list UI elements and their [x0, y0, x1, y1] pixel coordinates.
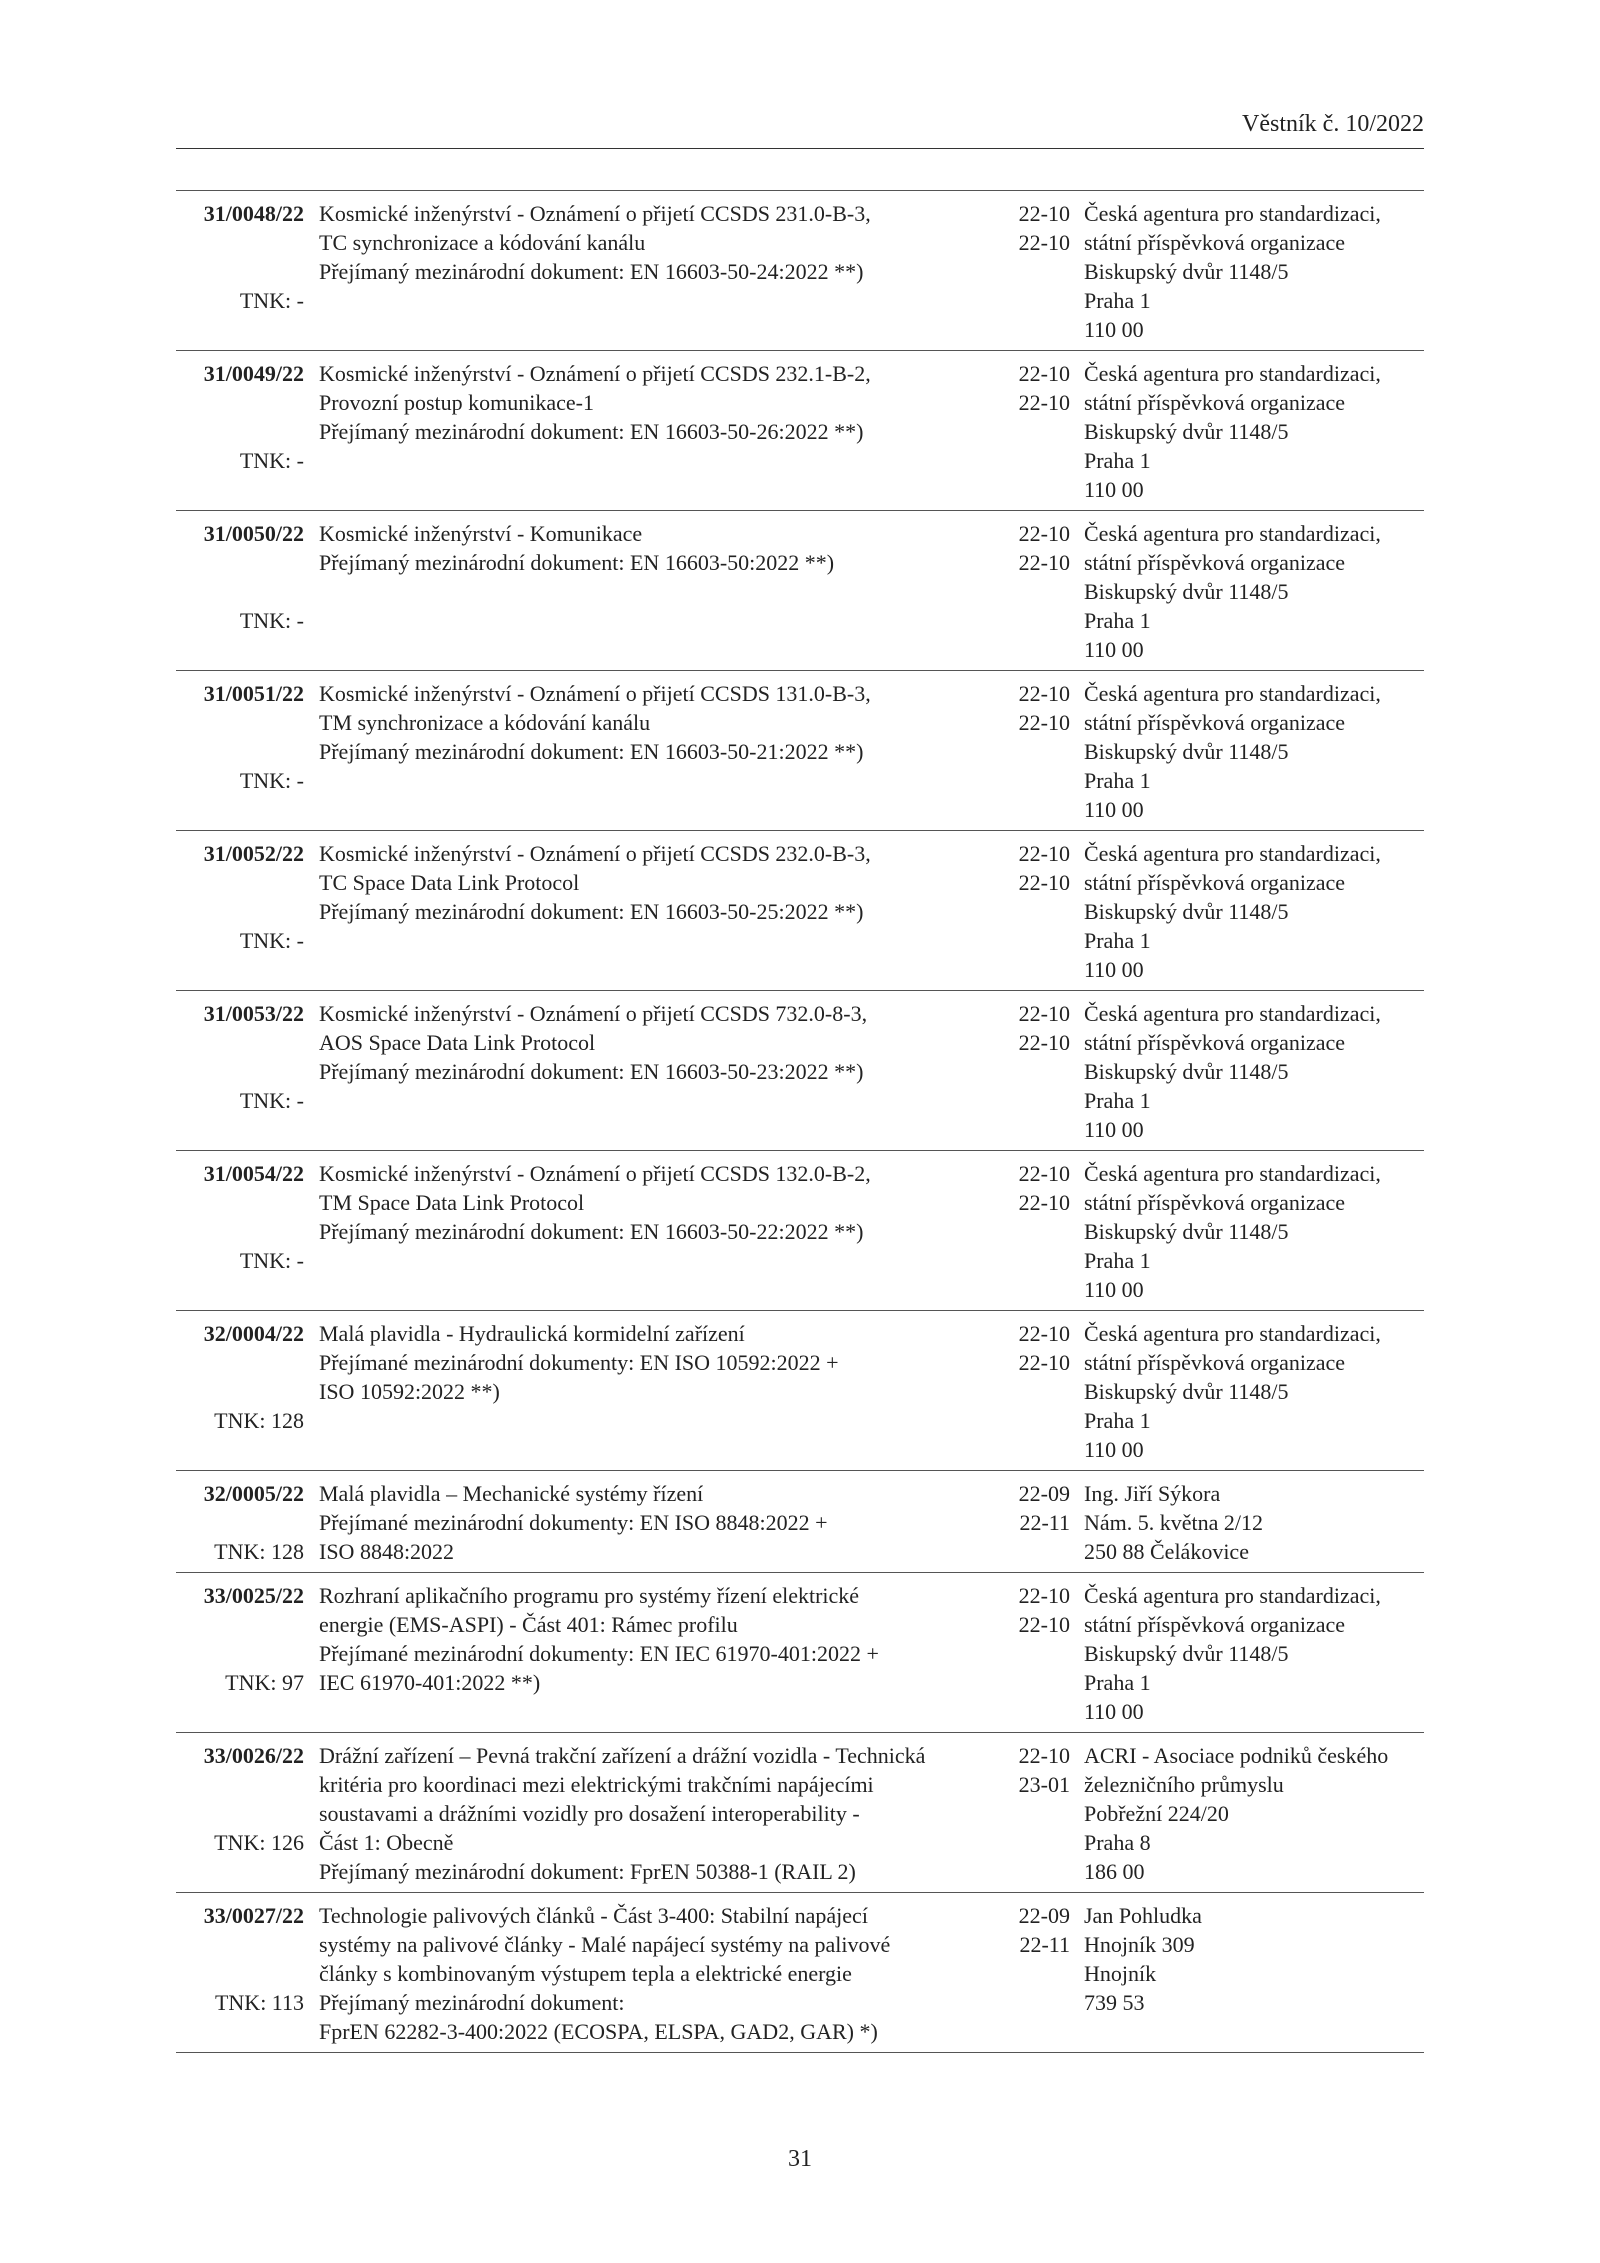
standard-title-cell — [319, 1319, 985, 1406]
title-line: Přejímaný mezinárodní dokument: EN 16603-50-26:2022 **) — [319, 419, 864, 444]
address-line: Praha 1 — [1084, 1408, 1151, 1433]
table-row — [176, 1733, 1424, 1893]
tnk-label: TNK: - — [239, 448, 304, 473]
title-line: Malá plavidla - Hydraulická kormidelní zařízení — [319, 1321, 745, 1346]
page-header — [176, 108, 1424, 149]
title-line: ISO 8848:2022 — [319, 1539, 455, 1564]
address-line: Česká agentura pro standardizaci, — [1084, 1161, 1381, 1186]
date-value: 22-10 — [1018, 230, 1070, 255]
address-line: Česká agentura pro standardizaci, — [1084, 1583, 1381, 1608]
date-value: 22-10 — [1018, 841, 1070, 866]
standard-title-cell — [319, 1581, 985, 1697]
table-row — [176, 191, 1424, 351]
address-line: 110 00 — [1084, 477, 1144, 502]
date-value: 22-10 — [1018, 1583, 1070, 1608]
tnk-label: TNK: 97 — [225, 1670, 304, 1695]
standard-code: 32/0005/22 — [203, 1481, 304, 1506]
table-row — [176, 1311, 1424, 1471]
title-line: Přejímaný mezinárodní dokument: FprEN 50388-1 (RAIL 2) — [319, 1859, 856, 1884]
dates-cell — [985, 199, 1070, 257]
table-row — [176, 351, 1424, 511]
standard-title-cell — [319, 839, 985, 926]
tnk-label: TNK: 128 — [214, 1539, 304, 1564]
standard-code: 31/0054/22 — [203, 1161, 304, 1186]
address-line: Praha 1 — [1084, 1248, 1151, 1273]
title-line: Část 1: Obecně — [319, 1830, 454, 1855]
date-value: 22-10 — [1018, 1350, 1070, 1375]
address-line: 110 00 — [1084, 637, 1144, 662]
address-line: státní příspěvková organizace — [1084, 550, 1346, 575]
title-line: Malá plavidla – Mechanické systémy řízení — [319, 1481, 704, 1506]
date-value: 22-09 — [1018, 1903, 1070, 1928]
address-line: Praha 1 — [1084, 448, 1151, 473]
address-line: Česká agentura pro standardizaci, — [1084, 361, 1381, 386]
title-line: Přejímaný mezinárodní dokument: — [319, 1990, 625, 2015]
address-line: 110 00 — [1084, 797, 1144, 822]
dates-cell — [985, 519, 1070, 577]
address-line: Biskupský dvůr 1148/5 — [1084, 1641, 1289, 1666]
address-line: Biskupský dvůr 1148/5 — [1084, 1379, 1289, 1404]
dates-cell — [985, 839, 1070, 897]
tnk-label: TNK: - — [239, 288, 304, 313]
standard-code: 33/0026/22 — [203, 1743, 304, 1768]
row-id-cell — [176, 1159, 304, 1304]
address-line: Praha 1 — [1084, 928, 1151, 953]
date-value: 22-10 — [1018, 390, 1070, 415]
address-line: státní příspěvková organizace — [1084, 1030, 1346, 1055]
title-line: Přejímaný mezinárodní dokument: EN 16603-50-21:2022 **) — [319, 739, 864, 764]
processor-address-cell — [1084, 839, 1424, 984]
dates-cell — [985, 1901, 1070, 1959]
address-line: Nám. 5. května 2/12 — [1084, 1510, 1264, 1535]
address-line: Biskupský dvůr 1148/5 — [1084, 1059, 1289, 1084]
row-id-cell — [176, 1581, 304, 1726]
title-line: Provozní postup komunikace-1 — [319, 390, 594, 415]
dates-cell — [985, 1479, 1070, 1537]
standard-code: 31/0051/22 — [203, 681, 304, 706]
dates-cell — [985, 1159, 1070, 1217]
dates-cell — [985, 1581, 1070, 1639]
tnk-label: TNK: - — [239, 1248, 304, 1273]
table-row — [176, 511, 1424, 671]
dates-cell — [985, 1741, 1070, 1799]
title-line: Přejímané mezinárodní dokumenty: EN ISO 8848:2022 + — [319, 1510, 828, 1535]
standard-code: 31/0049/22 — [203, 361, 304, 386]
standard-code: 32/0004/22 — [203, 1321, 304, 1346]
address-line: 250 88 Čelákovice — [1084, 1539, 1249, 1564]
title-line: TM synchronizace a kódování kanálu — [319, 710, 651, 735]
address-line: Česká agentura pro standardizaci, — [1084, 1001, 1381, 1026]
standard-title-cell — [319, 999, 985, 1086]
address-line: Jan Pohludka — [1084, 1903, 1202, 1928]
title-line: Přejímaný mezinárodní dokument: EN 16603-50-22:2022 **) — [319, 1219, 864, 1244]
date-value: 22-10 — [1018, 201, 1070, 226]
standards-table — [176, 190, 1424, 2053]
date-value: 22-10 — [1018, 870, 1070, 895]
processor-address-cell — [1084, 519, 1424, 664]
table-row — [176, 1471, 1424, 1573]
date-value: 22-11 — [1019, 1932, 1070, 1957]
address-line: Praha 1 — [1084, 1670, 1151, 1695]
address-line: státní příspěvková organizace — [1084, 870, 1346, 895]
title-line: energie (EMS-ASPI) - Část 401: Rámec profilu — [319, 1612, 738, 1637]
address-line: Ing. Jiří Sýkora — [1084, 1481, 1221, 1506]
standard-title-cell — [319, 679, 985, 766]
standard-title-cell — [319, 1901, 985, 2046]
address-line: 110 00 — [1084, 1437, 1144, 1462]
date-value: 22-10 — [1018, 550, 1070, 575]
dates-cell — [985, 359, 1070, 417]
address-line: Česká agentura pro standardizaci, — [1084, 841, 1381, 866]
processor-address-cell — [1084, 199, 1424, 344]
tnk-label: TNK: 126 — [214, 1830, 304, 1855]
dates-cell — [985, 679, 1070, 737]
date-value: 22-10 — [1018, 710, 1070, 735]
address-line: Praha 1 — [1084, 768, 1151, 793]
tnk-label: TNK: - — [239, 768, 304, 793]
tnk-label: TNK: - — [239, 928, 304, 953]
processor-address-cell — [1084, 1479, 1424, 1566]
page-number: 31 — [788, 2146, 812, 2172]
title-line: ISO 10592:2022 **) — [319, 1379, 500, 1404]
date-value: 22-10 — [1018, 1030, 1070, 1055]
title-line: Technologie palivových článků - Část 3-400: Stabilní napájecí — [319, 1903, 868, 1928]
title-line: Kosmické inženýrství - Oznámení o přijetí CCSDS 231.0-B-3, — [319, 201, 871, 226]
address-line: Biskupský dvůr 1148/5 — [1084, 579, 1289, 604]
title-line: TC synchronizace a kódování kanálu — [319, 230, 646, 255]
title-line: Kosmické inženýrství - Komunikace — [319, 521, 643, 546]
date-value: 22-10 — [1018, 361, 1070, 386]
standard-title-cell — [319, 519, 985, 577]
address-line: státní příspěvková organizace — [1084, 1190, 1346, 1215]
address-line: státní příspěvková organizace — [1084, 710, 1346, 735]
standard-title-cell — [319, 1479, 985, 1566]
address-line: 110 00 — [1084, 1277, 1144, 1302]
row-id-cell — [176, 199, 304, 344]
title-line: Kosmické inženýrství - Oznámení o přijetí CCSDS 132.0-B-2, — [319, 1161, 871, 1186]
address-line: 110 00 — [1084, 1117, 1144, 1142]
processor-address-cell — [1084, 1159, 1424, 1304]
address-line: Česká agentura pro standardizaci, — [1084, 1321, 1381, 1346]
title-line: Přejímaný mezinárodní dokument: EN 16603-50-23:2022 **) — [319, 1059, 864, 1084]
address-line: státní příspěvková organizace — [1084, 1612, 1346, 1637]
row-id-cell — [176, 679, 304, 824]
title-line: Kosmické inženýrství - Oznámení o přijetí CCSDS 232.1-B-2, — [319, 361, 871, 386]
date-value: 22-11 — [1019, 1510, 1070, 1535]
address-line: Biskupský dvůr 1148/5 — [1084, 1219, 1289, 1244]
processor-address-cell — [1084, 1741, 1424, 1886]
bulletin-title: Věstník č. 10/2022 — [1242, 111, 1424, 137]
address-line: Česká agentura pro standardizaci, — [1084, 521, 1381, 546]
processor-address-cell — [1084, 679, 1424, 824]
address-line: Praha 1 — [1084, 288, 1151, 313]
title-line: články s kombinovaným výstupem tepla a elektrické energie — [319, 1961, 852, 1986]
date-value: 22-10 — [1018, 1321, 1070, 1346]
date-value: 22-10 — [1018, 1001, 1070, 1026]
tnk-label: TNK: 128 — [214, 1408, 304, 1433]
processor-address-cell — [1084, 999, 1424, 1144]
dates-cell — [985, 1319, 1070, 1377]
row-id-cell — [176, 1741, 304, 1886]
processor-address-cell — [1084, 359, 1424, 504]
address-line: Česká agentura pro standardizaci, — [1084, 681, 1381, 706]
date-value: 22-10 — [1018, 521, 1070, 546]
address-line: státní příspěvková organizace — [1084, 230, 1346, 255]
address-line: Hnojník 309 — [1084, 1932, 1195, 1957]
standard-code: 31/0050/22 — [203, 521, 304, 546]
address-line: Biskupský dvůr 1148/5 — [1084, 739, 1289, 764]
address-line: Pobřežní 224/20 — [1084, 1801, 1229, 1826]
title-line: IEC 61970-401:2022 **) — [319, 1670, 541, 1695]
address-line: Praha 8 — [1084, 1830, 1151, 1855]
date-value: 23-01 — [1018, 1772, 1070, 1797]
title-line: Kosmické inženýrství - Oznámení o přijetí CCSDS 131.0-B-3, — [319, 681, 871, 706]
title-line: Přejímané mezinárodní dokumenty: EN ISO 10592:2022 + — [319, 1350, 839, 1375]
address-line: Biskupský dvůr 1148/5 — [1084, 419, 1289, 444]
address-line: Česká agentura pro standardizaci, — [1084, 201, 1381, 226]
table-row — [176, 991, 1424, 1151]
table-row — [176, 1573, 1424, 1733]
row-id-cell — [176, 1479, 304, 1566]
address-line: Biskupský dvůr 1148/5 — [1084, 899, 1289, 924]
date-value: 22-10 — [1018, 1161, 1070, 1186]
standard-title-cell — [319, 1741, 985, 1886]
row-id-cell — [176, 839, 304, 984]
title-line: Kosmické inženýrství - Oznámení o přijetí CCSDS 232.0-B-3, — [319, 841, 871, 866]
row-id-cell — [176, 1319, 304, 1464]
title-line: Přejímaný mezinárodní dokument: EN 16603-50-24:2022 **) — [319, 259, 864, 284]
row-id-cell — [176, 999, 304, 1144]
date-value: 22-10 — [1018, 1612, 1070, 1637]
address-line: Praha 1 — [1084, 608, 1151, 633]
row-id-cell — [176, 1901, 304, 2046]
address-line: železničního průmyslu — [1084, 1772, 1284, 1797]
standard-title-cell — [319, 359, 985, 446]
tnk-label: TNK: 113 — [214, 1990, 304, 2015]
title-line: Přejímaný mezinárodní dokument: EN 16603-50:2022 **) — [319, 550, 835, 575]
title-line: TC Space Data Link Protocol — [319, 870, 580, 895]
standard-code: 31/0052/22 — [203, 841, 304, 866]
title-line: Přejímaný mezinárodní dokument: EN 16603-50-25:2022 **) — [319, 899, 864, 924]
standard-title-cell — [319, 199, 985, 286]
address-line: ACRI - Asociace podniků českého — [1084, 1743, 1389, 1768]
table-row — [176, 1151, 1424, 1311]
title-line: Kosmické inženýrství - Oznámení o přijetí CCSDS 732.0-8-3, — [319, 1001, 868, 1026]
address-line: státní příspěvková organizace — [1084, 1350, 1346, 1375]
table-row — [176, 831, 1424, 991]
address-line: 110 00 — [1084, 317, 1144, 342]
date-value: 22-09 — [1018, 1481, 1070, 1506]
standard-code: 33/0025/22 — [203, 1583, 304, 1608]
address-line: 739 53 — [1084, 1990, 1145, 2015]
address-line: 110 00 — [1084, 957, 1144, 982]
title-line: Drážní zařízení – Pevná trakční zařízení a drážní vozidla - Technická — [319, 1743, 926, 1768]
address-line: Praha 1 — [1084, 1088, 1151, 1113]
date-value: 22-10 — [1018, 681, 1070, 706]
address-line: Biskupský dvůr 1148/5 — [1084, 259, 1289, 284]
title-line: Rozhraní aplikačního programu pro systémy řízení elektrické — [319, 1583, 860, 1608]
date-value: 22-10 — [1018, 1743, 1070, 1768]
title-line: AOS Space Data Link Protocol — [319, 1030, 596, 1055]
title-line: TM Space Data Link Protocol — [319, 1190, 585, 1215]
processor-address-cell — [1084, 1581, 1424, 1726]
standard-title-cell — [319, 1159, 985, 1246]
title-line: kritéria pro koordinaci mezi elektrickými trakčními napájecími — [319, 1772, 874, 1797]
standard-code: 31/0048/22 — [203, 201, 304, 226]
tnk-label: TNK: - — [239, 1088, 304, 1113]
processor-address-cell — [1084, 1319, 1424, 1464]
standard-code: 31/0053/22 — [203, 1001, 304, 1026]
title-line: Přejímané mezinárodní dokumenty: EN IEC 61970-401:2022 + — [319, 1641, 879, 1666]
title-line: soustavami a drážními vozidly pro dosažení interoperability - — [319, 1801, 860, 1826]
tnk-label: TNK: - — [239, 608, 304, 633]
standard-code: 33/0027/22 — [203, 1903, 304, 1928]
row-id-cell — [176, 359, 304, 504]
title-line: systémy na palivové články - Malé napájecí systémy na palivové — [319, 1932, 891, 1957]
row-id-cell — [176, 519, 304, 664]
address-line: státní příspěvková organizace — [1084, 390, 1346, 415]
address-line: Hnojník — [1084, 1961, 1157, 1986]
address-line: 186 00 — [1084, 1859, 1145, 1884]
dates-cell — [985, 999, 1070, 1057]
date-value: 22-10 — [1018, 1190, 1070, 1215]
processor-address-cell — [1084, 1901, 1424, 2017]
table-row — [176, 1893, 1424, 2053]
address-line: 110 00 — [1084, 1699, 1144, 1724]
table-row — [176, 671, 1424, 831]
title-line: FprEN 62282-3-400:2022 (ECOSPA, ELSPA, GAD2, GAR) *) — [319, 2019, 878, 2044]
